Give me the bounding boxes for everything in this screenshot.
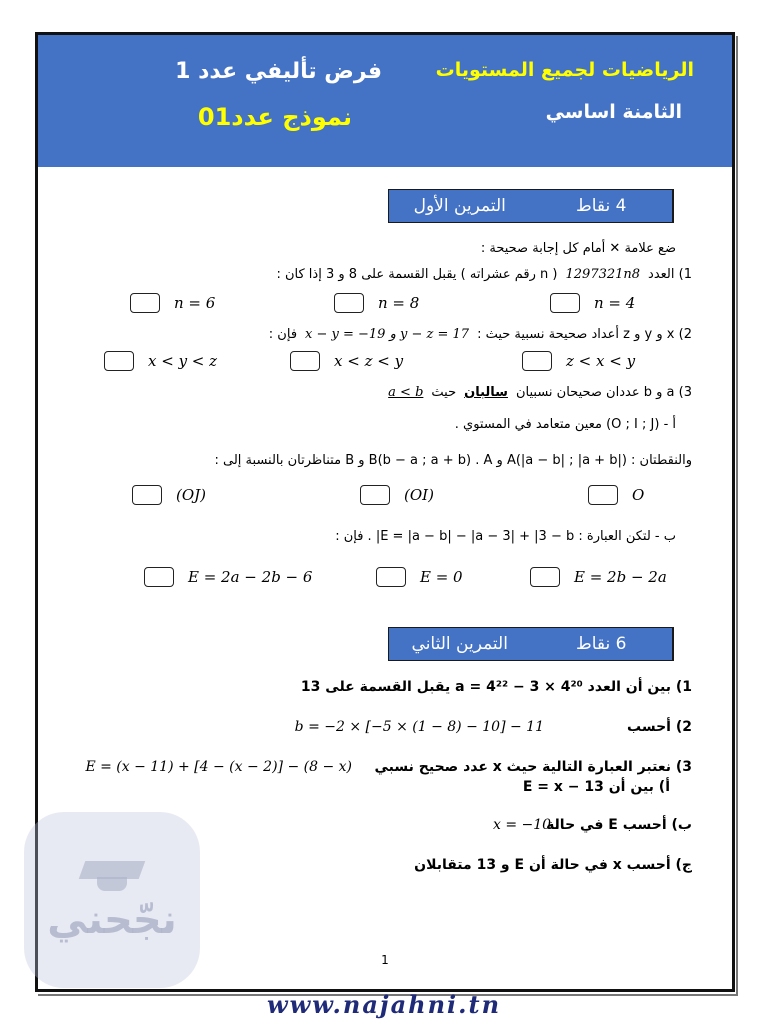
- q1-option-2[interactable]: n = 8: [334, 293, 419, 313]
- q1-number: 1297321n8: [565, 267, 641, 282]
- exercise2-q3a: أ) بين أن E = x − 13: [522, 779, 670, 795]
- exercise2-q2-math: b = −2 × [−5 × (1 − 8) − 10] − 11: [294, 719, 544, 735]
- subject-title: الرياضيات لجميع المستويات: [435, 59, 694, 81]
- level-title: الثامنة اساسي: [545, 101, 682, 123]
- exercise1-title-bar: [388, 189, 674, 223]
- q2-text-b: فإن :: [268, 327, 298, 342]
- q3-text-b: حيث: [431, 385, 457, 400]
- exercise2-q3b-math: x = −10 .: [493, 817, 560, 833]
- q2-option-3[interactable]: x < y < z: [104, 351, 217, 371]
- checkbox[interactable]: [144, 567, 174, 587]
- exercise2-q3-text: 3) نعتبر العبارة التالية حيث x عدد صحيح نسبي: [374, 759, 692, 775]
- checkbox[interactable]: [104, 351, 134, 371]
- watermark-text: نجّحني: [47, 897, 177, 943]
- q3b-option-3[interactable]: E = 2a − 2b − 6: [144, 567, 312, 587]
- q3-part-b: ب - لتكن العبارة : E = |a − b| − |a − 3| + |3 − b| . فإن :: [335, 529, 676, 544]
- checkbox[interactable]: [522, 351, 552, 371]
- exercise1-q3: [388, 385, 692, 400]
- q1-option-1[interactable]: n = 4: [550, 293, 635, 313]
- q3-text-a: 3) a و b عددان صحيحان نسبيان: [515, 385, 692, 400]
- q3-math: a < b: [388, 385, 424, 400]
- exercise2-q3b-text: ب) أحسب E في حالة: [546, 817, 692, 833]
- q2-option-1[interactable]: z < x < y: [522, 351, 635, 371]
- checkbox[interactable]: [130, 293, 160, 313]
- footer-url[interactable]: www.najahni.tn: [266, 990, 502, 1019]
- q3-underlined: سالبان: [464, 385, 508, 400]
- checkbox[interactable]: [290, 351, 320, 371]
- checkbox[interactable]: [530, 567, 560, 587]
- exercise1-points: 4 نقاط: [531, 190, 674, 222]
- exercise2-q2-text: 2) أحسب: [627, 719, 692, 735]
- exercise1-q2: [269, 327, 692, 342]
- exercise2-q1: 1) بين أن العدد a = 4²² − 3 × 4²⁰ يقبل القسمة على 13: [300, 679, 692, 695]
- q1-text-b: ( n رقم عشراته ) يقبل القسمة على 8 و 3 إذا كان :: [276, 267, 558, 282]
- exercise2-q3-math: E = (x − 11) + [4 − (x − 2)] − (8 − x): [85, 759, 352, 775]
- exercise2-points: 6 نقاط: [531, 628, 674, 660]
- exercise1-instruction: ضع علامة ✕ أمام كل إجابة صحيحة :: [480, 241, 676, 256]
- q3-points-text: والنقطتان : A(|a − b| ; |a + b|) و B(b − a ; a + b) . A و B متناظرتان بالنسبة إلى :: [214, 453, 692, 468]
- page-number: 1: [381, 953, 389, 967]
- exercise2-title-bar: [388, 627, 674, 661]
- graduation-cap-icon: [77, 857, 147, 897]
- q3b-option-2[interactable]: E = 0: [376, 567, 463, 587]
- checkbox[interactable]: [376, 567, 406, 587]
- q3-part-a: أ - (O ; I ; J) معين متعامد في المستوي .: [454, 417, 676, 432]
- q2-math: x − y = −19 و y − z = 17: [305, 327, 470, 342]
- q3a-option-3[interactable]: (OJ): [132, 485, 206, 505]
- q3b-option-1[interactable]: E = 2b − 2a: [530, 567, 667, 587]
- checkbox[interactable]: [132, 485, 162, 505]
- checkbox[interactable]: [550, 293, 580, 313]
- watermark-logo: [24, 812, 200, 988]
- checkbox[interactable]: [334, 293, 364, 313]
- model-title: نموذج عدد01: [197, 103, 352, 131]
- q3a-option-1[interactable]: O: [588, 485, 644, 505]
- q2-option-2[interactable]: x < z < y: [290, 351, 403, 371]
- header-banner: [38, 35, 732, 167]
- exercise1-q1: [276, 267, 692, 282]
- checkbox[interactable]: [360, 485, 390, 505]
- q3a-option-2[interactable]: (OI): [360, 485, 434, 505]
- exercise2-q3c: ج) أحسب x في حالة أن E و 13 متقابلان: [414, 857, 692, 873]
- exercise1-title: التمرين الأول: [413, 196, 506, 216]
- q1-option-3[interactable]: n = 6: [130, 293, 215, 313]
- checkbox[interactable]: [588, 485, 618, 505]
- test-title: فرض تأليفي عدد 1: [175, 59, 382, 84]
- q2-text-a: 2) x و y و z أعداد صحيحة نسبية حيث :: [477, 327, 692, 342]
- q1-text-a: 1) العدد: [648, 267, 692, 282]
- exercise2-title: التمرين الثاني: [411, 634, 508, 654]
